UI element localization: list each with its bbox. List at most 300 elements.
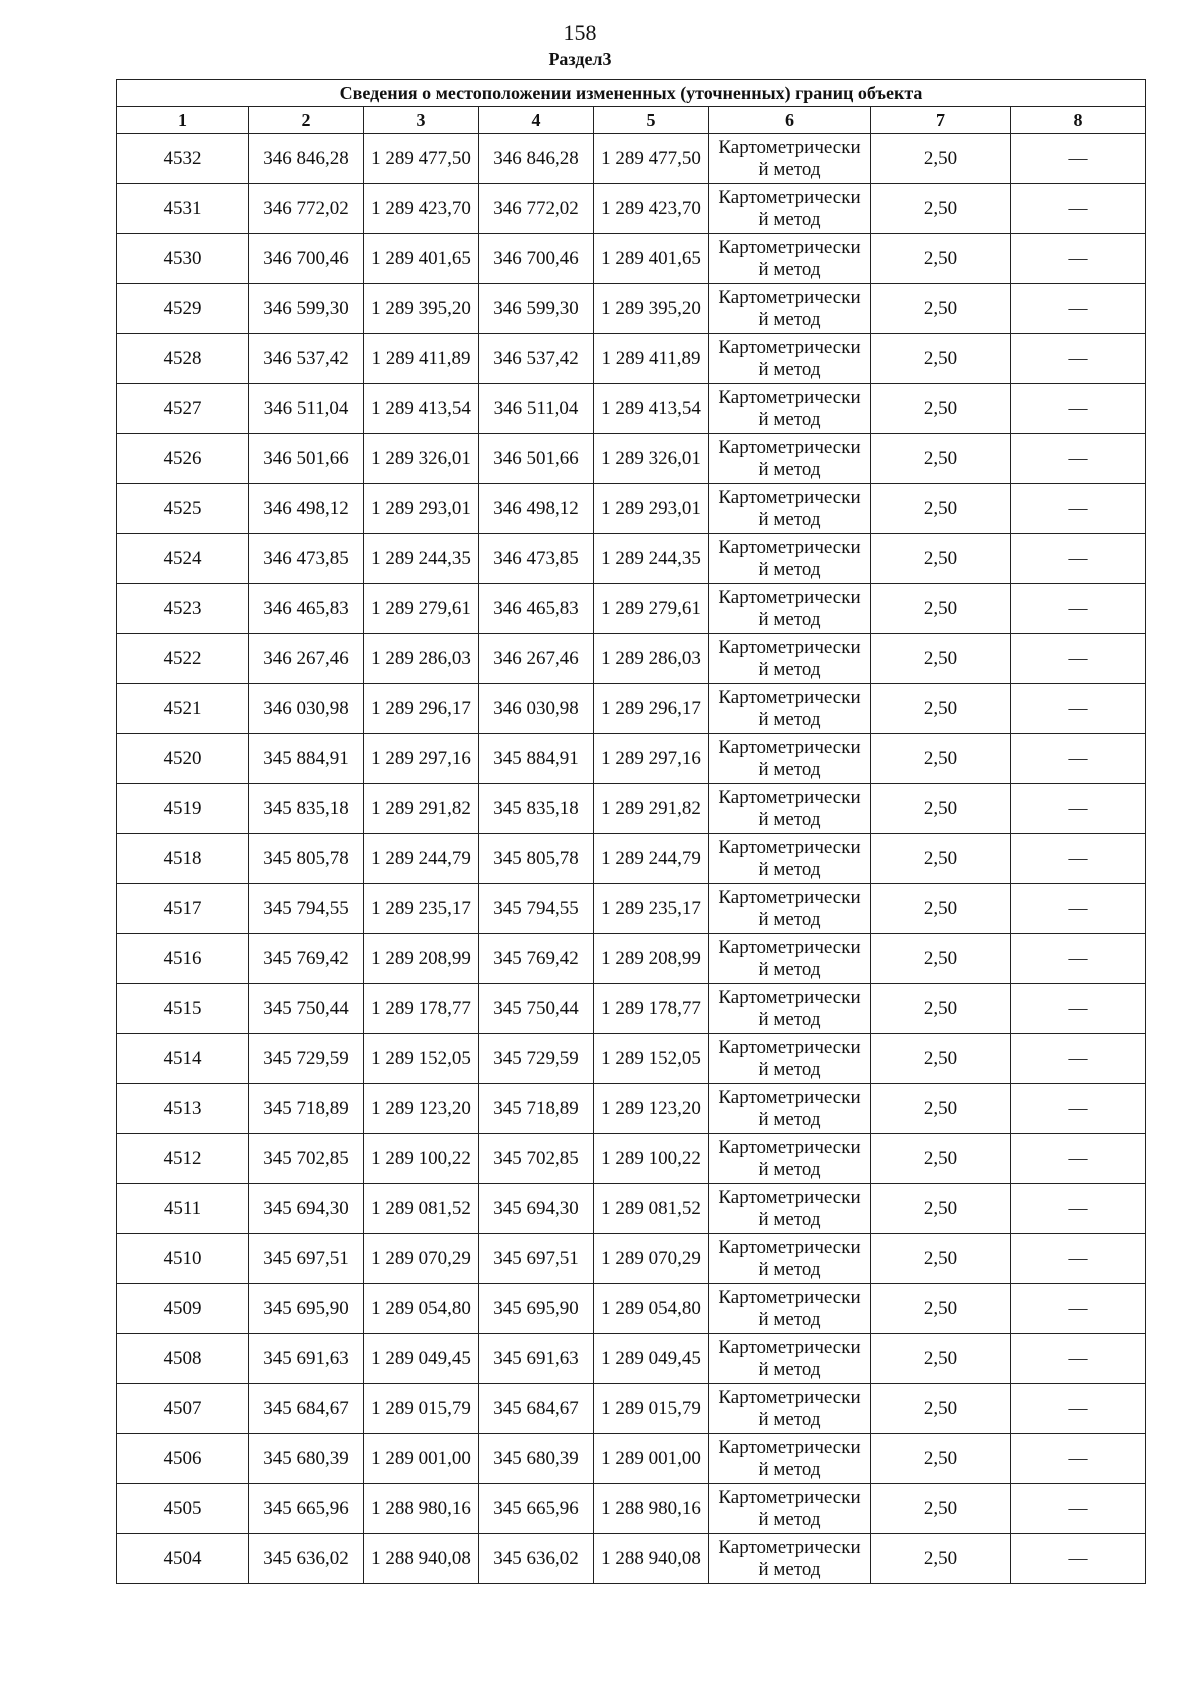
x-old-cell: 345 729,59 bbox=[249, 1034, 364, 1084]
y-new-cell: 1 289 208,99 bbox=[594, 934, 709, 984]
precision-cell: 2,50 bbox=[871, 784, 1011, 834]
point-number-cell: 4510 bbox=[117, 1234, 249, 1284]
method-line-1: Картометрически bbox=[718, 1286, 861, 1308]
method-line-1: Картометрически bbox=[718, 1036, 861, 1058]
x-new-cell: 345 694,30 bbox=[479, 1184, 594, 1234]
method-cell bbox=[709, 534, 871, 584]
x-new-cell: 346 267,46 bbox=[479, 634, 594, 684]
y-new-cell: 1 289 070,29 bbox=[594, 1234, 709, 1284]
y-new-cell: 1 289 244,79 bbox=[594, 834, 709, 884]
y-old-cell: 1 289 286,03 bbox=[364, 634, 479, 684]
y-new-cell: 1 289 015,79 bbox=[594, 1384, 709, 1434]
method-line-2: й метод bbox=[758, 1458, 821, 1480]
method-line-1: Картометрически bbox=[718, 486, 861, 508]
y-old-cell: 1 288 980,16 bbox=[364, 1484, 479, 1534]
x-old-cell: 345 805,78 bbox=[249, 834, 364, 884]
method-line-2: й метод bbox=[758, 708, 821, 730]
x-old-cell: 345 794,55 bbox=[249, 884, 364, 934]
precision-cell: 2,50 bbox=[871, 1034, 1011, 1084]
method-cell bbox=[709, 634, 871, 684]
table-row bbox=[117, 434, 1146, 484]
y-new-cell: 1 289 178,77 bbox=[594, 984, 709, 1034]
table-row bbox=[117, 1384, 1146, 1434]
x-old-cell: 345 684,67 bbox=[249, 1384, 364, 1434]
method-cell bbox=[709, 984, 871, 1034]
empty-mark-cell: — bbox=[1011, 1134, 1146, 1184]
method-line-2: й метод bbox=[758, 508, 821, 530]
precision-cell: 2,50 bbox=[871, 534, 1011, 584]
method-cell bbox=[709, 1034, 871, 1084]
point-number-cell: 4521 bbox=[117, 684, 249, 734]
empty-mark-cell: — bbox=[1011, 1284, 1146, 1334]
method-line-2: й метод bbox=[758, 558, 821, 580]
empty-mark-cell: — bbox=[1011, 834, 1146, 884]
table-row bbox=[117, 234, 1146, 284]
precision-cell: 2,50 bbox=[871, 684, 1011, 734]
empty-mark-cell: — bbox=[1011, 1334, 1146, 1384]
point-number-cell: 4507 bbox=[117, 1384, 249, 1434]
point-number-cell: 4518 bbox=[117, 834, 249, 884]
method-cell bbox=[709, 1184, 871, 1234]
empty-mark-cell: — bbox=[1011, 1184, 1146, 1234]
x-new-cell: 345 769,42 bbox=[479, 934, 594, 984]
section-title: Раздел3 bbox=[548, 49, 612, 69]
y-new-cell: 1 289 293,01 bbox=[594, 484, 709, 534]
table-row bbox=[117, 934, 1146, 984]
table-row bbox=[117, 484, 1146, 534]
method-line-1: Картометрически bbox=[718, 636, 861, 658]
method-cell bbox=[709, 1334, 871, 1384]
method-cell bbox=[709, 334, 871, 384]
x-new-cell: 346 473,85 bbox=[479, 534, 594, 584]
point-number-cell: 4514 bbox=[117, 1034, 249, 1084]
method-line-1: Картометрически bbox=[718, 1536, 861, 1558]
y-old-cell: 1 289 244,79 bbox=[364, 834, 479, 884]
column-number: 3 bbox=[364, 107, 479, 134]
method-line-1: Картометрически bbox=[718, 336, 861, 358]
y-new-cell: 1 289 291,82 bbox=[594, 784, 709, 834]
x-old-cell: 345 702,85 bbox=[249, 1134, 364, 1184]
method-cell bbox=[709, 284, 871, 334]
precision-cell: 2,50 bbox=[871, 1434, 1011, 1484]
y-old-cell: 1 289 015,79 bbox=[364, 1384, 479, 1434]
method-line-1: Картометрически bbox=[718, 1486, 861, 1508]
table-row bbox=[117, 1084, 1146, 1134]
x-new-cell: 345 691,63 bbox=[479, 1334, 594, 1384]
y-old-cell: 1 289 049,45 bbox=[364, 1334, 479, 1384]
method-line-2: й метод bbox=[758, 958, 821, 980]
y-new-cell: 1 289 411,89 bbox=[594, 334, 709, 384]
method-line-1: Картометрически bbox=[718, 936, 861, 958]
x-new-cell: 346 700,46 bbox=[479, 234, 594, 284]
table-row bbox=[117, 334, 1146, 384]
empty-mark-cell: — bbox=[1011, 784, 1146, 834]
empty-mark-cell: — bbox=[1011, 184, 1146, 234]
x-old-cell: 346 473,85 bbox=[249, 534, 364, 584]
point-number-cell: 4517 bbox=[117, 884, 249, 934]
x-new-cell: 345 665,96 bbox=[479, 1484, 594, 1534]
column-number: 2 bbox=[249, 107, 364, 134]
method-line-1: Картометрически bbox=[718, 886, 861, 908]
x-old-cell: 345 835,18 bbox=[249, 784, 364, 834]
y-old-cell: 1 289 123,20 bbox=[364, 1084, 479, 1134]
point-number-cell: 4519 bbox=[117, 784, 249, 834]
precision-cell: 2,50 bbox=[871, 334, 1011, 384]
table-body bbox=[117, 134, 1146, 1584]
point-number-cell: 4524 bbox=[117, 534, 249, 584]
y-new-cell: 1 289 279,61 bbox=[594, 584, 709, 634]
point-number-cell: 4515 bbox=[117, 984, 249, 1034]
method-line-1: Картометрически bbox=[718, 1436, 861, 1458]
method-cell bbox=[709, 934, 871, 984]
x-new-cell: 346 501,66 bbox=[479, 434, 594, 484]
method-cell bbox=[709, 834, 871, 884]
empty-mark-cell: — bbox=[1011, 1234, 1146, 1284]
empty-mark-cell: — bbox=[1011, 634, 1146, 684]
table-row bbox=[117, 634, 1146, 684]
method-line-2: й метод bbox=[758, 1358, 821, 1380]
method-line-1: Картометрически bbox=[718, 986, 861, 1008]
x-old-cell: 346 511,04 bbox=[249, 384, 364, 434]
empty-mark-cell: — bbox=[1011, 434, 1146, 484]
y-old-cell: 1 289 395,20 bbox=[364, 284, 479, 334]
method-line-1: Картометрически bbox=[718, 786, 861, 808]
x-new-cell: 345 702,85 bbox=[479, 1134, 594, 1184]
y-old-cell: 1 289 208,99 bbox=[364, 934, 479, 984]
method-line-2: й метод bbox=[758, 258, 821, 280]
method-line-1: Картометрически bbox=[718, 1186, 861, 1208]
table-row bbox=[117, 684, 1146, 734]
table-row bbox=[117, 1034, 1146, 1084]
method-cell bbox=[709, 734, 871, 784]
method-line-2: й метод bbox=[758, 1558, 821, 1580]
y-new-cell: 1 288 940,08 bbox=[594, 1534, 709, 1584]
y-new-cell: 1 289 413,54 bbox=[594, 384, 709, 434]
x-old-cell: 346 030,98 bbox=[249, 684, 364, 734]
x-new-cell: 346 846,28 bbox=[479, 134, 594, 184]
y-new-cell: 1 289 235,17 bbox=[594, 884, 709, 934]
method-cell bbox=[709, 134, 871, 184]
table-row bbox=[117, 534, 1146, 584]
y-old-cell: 1 289 326,01 bbox=[364, 434, 479, 484]
x-new-cell: 346 599,30 bbox=[479, 284, 594, 334]
precision-cell: 2,50 bbox=[871, 834, 1011, 884]
table-row bbox=[117, 1284, 1146, 1334]
y-new-cell: 1 289 244,35 bbox=[594, 534, 709, 584]
method-line-2: й метод bbox=[758, 908, 821, 930]
precision-cell: 2,50 bbox=[871, 484, 1011, 534]
x-new-cell: 345 680,39 bbox=[479, 1434, 594, 1484]
precision-cell: 2,50 bbox=[871, 434, 1011, 484]
table-row bbox=[117, 834, 1146, 884]
method-cell bbox=[709, 1484, 871, 1534]
x-old-cell: 346 537,42 bbox=[249, 334, 364, 384]
method-line-2: й метод bbox=[758, 608, 821, 630]
table-row bbox=[117, 284, 1146, 334]
method-line-2: й метод bbox=[758, 858, 821, 880]
y-old-cell: 1 289 001,00 bbox=[364, 1434, 479, 1484]
precision-cell: 2,50 bbox=[871, 184, 1011, 234]
precision-cell: 2,50 bbox=[871, 1534, 1011, 1584]
precision-cell: 2,50 bbox=[871, 1484, 1011, 1534]
method-line-1: Картометрически bbox=[718, 1386, 861, 1408]
method-line-1: Картометрически bbox=[718, 386, 861, 408]
y-old-cell: 1 289 411,89 bbox=[364, 334, 479, 384]
x-new-cell: 345 718,89 bbox=[479, 1084, 594, 1134]
empty-mark-cell: — bbox=[1011, 334, 1146, 384]
method-cell bbox=[709, 1084, 871, 1134]
point-number-cell: 4506 bbox=[117, 1434, 249, 1484]
table-row bbox=[117, 1184, 1146, 1234]
y-new-cell: 1 288 980,16 bbox=[594, 1484, 709, 1534]
precision-cell: 2,50 bbox=[871, 1284, 1011, 1334]
empty-mark-cell: — bbox=[1011, 734, 1146, 784]
x-old-cell: 345 769,42 bbox=[249, 934, 364, 984]
y-old-cell: 1 289 293,01 bbox=[364, 484, 479, 534]
x-new-cell: 345 636,02 bbox=[479, 1534, 594, 1584]
x-new-cell: 346 772,02 bbox=[479, 184, 594, 234]
point-number-cell: 4505 bbox=[117, 1484, 249, 1534]
method-cell bbox=[709, 1434, 871, 1484]
method-cell bbox=[709, 1534, 871, 1584]
point-number-cell: 4509 bbox=[117, 1284, 249, 1334]
empty-mark-cell: — bbox=[1011, 534, 1146, 584]
column-number: 6 bbox=[709, 107, 871, 134]
y-old-cell: 1 288 940,08 bbox=[364, 1534, 479, 1584]
x-new-cell: 346 511,04 bbox=[479, 384, 594, 434]
method-line-2: й метод bbox=[758, 458, 821, 480]
method-line-1: Картометрически bbox=[718, 1336, 861, 1358]
table-row bbox=[117, 1434, 1146, 1484]
x-new-cell: 345 794,55 bbox=[479, 884, 594, 934]
x-old-cell: 346 267,46 bbox=[249, 634, 364, 684]
point-number-cell: 4522 bbox=[117, 634, 249, 684]
table-row bbox=[117, 734, 1146, 784]
y-new-cell: 1 289 001,00 bbox=[594, 1434, 709, 1484]
method-line-1: Картометрически bbox=[718, 686, 861, 708]
y-old-cell: 1 289 291,82 bbox=[364, 784, 479, 834]
precision-cell: 2,50 bbox=[871, 1334, 1011, 1384]
x-old-cell: 346 465,83 bbox=[249, 584, 364, 634]
y-new-cell: 1 289 423,70 bbox=[594, 184, 709, 234]
point-number-cell: 4529 bbox=[117, 284, 249, 334]
column-number: 7 bbox=[871, 107, 1011, 134]
table-row bbox=[117, 184, 1146, 234]
empty-mark-cell: — bbox=[1011, 1534, 1146, 1584]
y-old-cell: 1 289 477,50 bbox=[364, 134, 479, 184]
table-row bbox=[117, 134, 1146, 184]
x-old-cell: 345 694,30 bbox=[249, 1184, 364, 1234]
y-new-cell: 1 289 401,65 bbox=[594, 234, 709, 284]
method-line-1: Картометрически bbox=[718, 236, 861, 258]
method-line-2: й метод bbox=[758, 1058, 821, 1080]
method-cell bbox=[709, 1384, 871, 1434]
x-old-cell: 346 700,46 bbox=[249, 234, 364, 284]
empty-mark-cell: — bbox=[1011, 584, 1146, 634]
method-line-2: й метод bbox=[758, 1008, 821, 1030]
method-line-1: Картометрически bbox=[718, 836, 861, 858]
boundary-coordinates-table bbox=[116, 79, 1146, 1584]
method-cell bbox=[709, 1284, 871, 1334]
y-new-cell: 1 289 297,16 bbox=[594, 734, 709, 784]
y-new-cell: 1 289 286,03 bbox=[594, 634, 709, 684]
method-cell bbox=[709, 784, 871, 834]
y-new-cell: 1 289 296,17 bbox=[594, 684, 709, 734]
method-line-2: й метод bbox=[758, 158, 821, 180]
method-cell bbox=[709, 434, 871, 484]
x-old-cell: 346 772,02 bbox=[249, 184, 364, 234]
precision-cell: 2,50 bbox=[871, 884, 1011, 934]
y-old-cell: 1 289 152,05 bbox=[364, 1034, 479, 1084]
point-number-cell: 4504 bbox=[117, 1534, 249, 1584]
column-number: 5 bbox=[594, 107, 709, 134]
x-new-cell: 345 697,51 bbox=[479, 1234, 594, 1284]
method-line-2: й метод bbox=[758, 1508, 821, 1530]
table-row bbox=[117, 1134, 1146, 1184]
x-old-cell: 345 680,39 bbox=[249, 1434, 364, 1484]
y-new-cell: 1 289 152,05 bbox=[594, 1034, 709, 1084]
point-number-cell: 4528 bbox=[117, 334, 249, 384]
x-new-cell: 345 750,44 bbox=[479, 984, 594, 1034]
x-new-cell: 345 695,90 bbox=[479, 1284, 594, 1334]
column-number: 1 bbox=[117, 107, 249, 134]
x-old-cell: 345 750,44 bbox=[249, 984, 364, 1034]
y-new-cell: 1 289 326,01 bbox=[594, 434, 709, 484]
y-old-cell: 1 289 081,52 bbox=[364, 1184, 479, 1234]
y-old-cell: 1 289 244,35 bbox=[364, 534, 479, 584]
table-row bbox=[117, 584, 1146, 634]
table-row bbox=[117, 384, 1146, 434]
method-cell bbox=[709, 684, 871, 734]
y-new-cell: 1 289 395,20 bbox=[594, 284, 709, 334]
method-line-2: й метод bbox=[758, 358, 821, 380]
empty-mark-cell: — bbox=[1011, 1034, 1146, 1084]
y-old-cell: 1 289 401,65 bbox=[364, 234, 479, 284]
table-row bbox=[117, 784, 1146, 834]
y-new-cell: 1 289 123,20 bbox=[594, 1084, 709, 1134]
method-line-1: Картометрически bbox=[718, 1236, 861, 1258]
table-row bbox=[117, 1484, 1146, 1534]
table-caption: Сведения о местоположении измененных (уточненных) границ объекта bbox=[117, 80, 1146, 107]
y-old-cell: 1 289 235,17 bbox=[364, 884, 479, 934]
page-number: 158 bbox=[563, 20, 597, 45]
empty-mark-cell: — bbox=[1011, 1084, 1146, 1134]
method-line-2: й метод bbox=[758, 308, 821, 330]
point-number-cell: 4525 bbox=[117, 484, 249, 534]
precision-cell: 2,50 bbox=[871, 934, 1011, 984]
method-cell bbox=[709, 1234, 871, 1284]
method-line-2: й метод bbox=[758, 1308, 821, 1330]
x-new-cell: 346 498,12 bbox=[479, 484, 594, 534]
point-number-cell: 4530 bbox=[117, 234, 249, 284]
precision-cell: 2,50 bbox=[871, 734, 1011, 784]
empty-mark-cell: — bbox=[1011, 384, 1146, 434]
x-old-cell: 345 718,89 bbox=[249, 1084, 364, 1134]
empty-mark-cell: — bbox=[1011, 284, 1146, 334]
empty-mark-cell: — bbox=[1011, 134, 1146, 184]
method-cell bbox=[709, 184, 871, 234]
table-row bbox=[117, 1334, 1146, 1384]
precision-cell: 2,50 bbox=[871, 1134, 1011, 1184]
method-line-1: Картометрически bbox=[718, 286, 861, 308]
point-number-cell: 4513 bbox=[117, 1084, 249, 1134]
x-new-cell: 346 465,83 bbox=[479, 584, 594, 634]
x-new-cell: 346 537,42 bbox=[479, 334, 594, 384]
empty-mark-cell: — bbox=[1011, 984, 1146, 1034]
method-line-2: й метод bbox=[758, 658, 821, 680]
method-cell bbox=[709, 884, 871, 934]
method-line-1: Картометрически bbox=[718, 436, 861, 458]
method-line-1: Картометрически bbox=[718, 1086, 861, 1108]
precision-cell: 2,50 bbox=[871, 584, 1011, 634]
x-old-cell: 345 665,96 bbox=[249, 1484, 364, 1534]
column-number: 8 bbox=[1011, 107, 1146, 134]
method-line-1: Картометрически bbox=[718, 136, 861, 158]
point-number-cell: 4526 bbox=[117, 434, 249, 484]
method-line-2: й метод bbox=[758, 1408, 821, 1430]
method-line-1: Картометрически bbox=[718, 736, 861, 758]
column-number: 4 bbox=[479, 107, 594, 134]
table-row bbox=[117, 984, 1146, 1034]
method-line-1: Картометрически bbox=[718, 536, 861, 558]
y-old-cell: 1 289 297,16 bbox=[364, 734, 479, 784]
x-new-cell: 345 684,67 bbox=[479, 1384, 594, 1434]
method-line-2: й метод bbox=[758, 1208, 821, 1230]
method-line-2: й метод bbox=[758, 408, 821, 430]
precision-cell: 2,50 bbox=[871, 1384, 1011, 1434]
precision-cell: 2,50 bbox=[871, 134, 1011, 184]
precision-cell: 2,50 bbox=[871, 284, 1011, 334]
method-cell bbox=[709, 1134, 871, 1184]
x-old-cell: 346 501,66 bbox=[249, 434, 364, 484]
table-row bbox=[117, 1234, 1146, 1284]
y-new-cell: 1 289 477,50 bbox=[594, 134, 709, 184]
method-line-2: й метод bbox=[758, 208, 821, 230]
x-new-cell: 345 884,91 bbox=[479, 734, 594, 784]
precision-cell: 2,50 bbox=[871, 984, 1011, 1034]
y-new-cell: 1 289 100,22 bbox=[594, 1134, 709, 1184]
y-old-cell: 1 289 413,54 bbox=[364, 384, 479, 434]
y-old-cell: 1 289 296,17 bbox=[364, 684, 479, 734]
precision-cell: 2,50 bbox=[871, 1084, 1011, 1134]
x-new-cell: 346 030,98 bbox=[479, 684, 594, 734]
method-cell bbox=[709, 484, 871, 534]
y-old-cell: 1 289 279,61 bbox=[364, 584, 479, 634]
y-new-cell: 1 289 081,52 bbox=[594, 1184, 709, 1234]
x-old-cell: 345 691,63 bbox=[249, 1334, 364, 1384]
y-old-cell: 1 289 100,22 bbox=[364, 1134, 479, 1184]
x-new-cell: 345 729,59 bbox=[479, 1034, 594, 1084]
x-old-cell: 346 846,28 bbox=[249, 134, 364, 184]
empty-mark-cell: — bbox=[1011, 934, 1146, 984]
y-old-cell: 1 289 178,77 bbox=[364, 984, 479, 1034]
column-number-row bbox=[117, 107, 1146, 134]
point-number-cell: 4520 bbox=[117, 734, 249, 784]
y-old-cell: 1 289 054,80 bbox=[364, 1284, 479, 1334]
x-old-cell: 345 695,90 bbox=[249, 1284, 364, 1334]
method-line-2: й метод bbox=[758, 758, 821, 780]
y-old-cell: 1 289 070,29 bbox=[364, 1234, 479, 1284]
x-old-cell: 345 636,02 bbox=[249, 1534, 364, 1584]
empty-mark-cell: — bbox=[1011, 484, 1146, 534]
y-old-cell: 1 289 423,70 bbox=[364, 184, 479, 234]
x-new-cell: 345 835,18 bbox=[479, 784, 594, 834]
method-line-1: Картометрически bbox=[718, 186, 861, 208]
x-old-cell: 345 884,91 bbox=[249, 734, 364, 784]
precision-cell: 2,50 bbox=[871, 1234, 1011, 1284]
point-number-cell: 4516 bbox=[117, 934, 249, 984]
method-cell bbox=[709, 584, 871, 634]
